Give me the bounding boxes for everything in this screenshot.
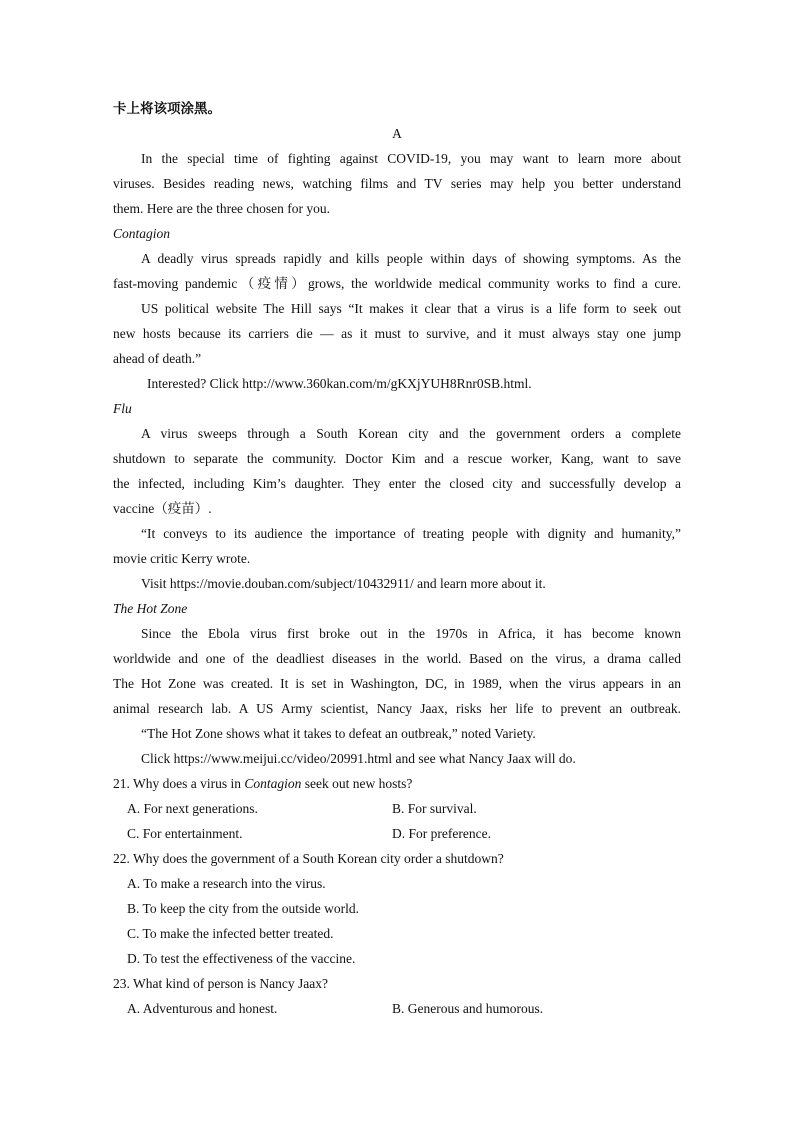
flu-title: Flu	[113, 401, 132, 416]
flu-line: “It conveys to its audience the importance of treating people with dignity and humanity,”	[141, 526, 681, 541]
section-label: A	[392, 126, 402, 141]
hotzone-line: worldwide and one of the deadliest diseases in the world. Based on the virus, a drama called	[113, 651, 681, 666]
contagion-line: ahead of death.”	[113, 351, 202, 366]
hotzone-quote: “The Hot Zone shows what it takes to defeat an outbreak,” noted Variety.	[141, 726, 536, 741]
q22-option-b: B. To keep the city from the outside world.	[127, 901, 360, 916]
q21-option-d: D. For preference.	[392, 826, 491, 841]
flu-line: the infected, including Kim’s daughter. They enter the closed city and successfully develop a	[113, 476, 681, 491]
q23-options-row	[113, 996, 681, 1021]
q21-options-row	[113, 796, 681, 821]
q22-option-a: A. To make a research into the virus.	[127, 876, 326, 891]
flu-line: vaccine（疫苗）.	[113, 501, 212, 516]
contagion-line: fast-moving pandemic（疫情）grows, the worldwide medical community works to find a cure.	[113, 276, 681, 291]
flu-link: Visit https://movie.douban.com/subject/10432911/ and learn more about it.	[141, 576, 546, 591]
question-23-stem: 23. What kind of person is Nancy Jaax?	[113, 976, 328, 991]
q22-option-c: C. To make the infected better treated.	[127, 926, 334, 941]
q21-stem-title: Contagion	[244, 776, 302, 791]
q23-option-a: A. Adventurous and honest.	[127, 1001, 278, 1016]
hotzone-line: Since the Ebola virus first broke out in the 1970s in Africa, it has become known	[141, 626, 681, 641]
question-22-stem: 22. Why does the government of a South Korean city order a shutdown?	[113, 851, 504, 866]
hotzone-link: Click https://www.meijui.cc/video/20991.html and see what Nancy Jaax will do.	[141, 751, 576, 766]
intro-line: viruses. Besides reading news, watching films and TV series may help you better understand	[113, 176, 681, 191]
q21-stem-post: seek out new hosts?	[301, 776, 413, 791]
hotzone-line: animal research lab. A US Army scientist, Nancy Jaax, risks her life to prevent an outbreak.	[113, 701, 681, 716]
contagion-line: US political website The Hill says “It makes it clear that a virus is a life form to seek out	[141, 301, 681, 316]
q22-option-d: D. To test the effectiveness of the vaccine.	[127, 951, 356, 966]
q23-option-b: B. Generous and humorous.	[392, 1001, 544, 1016]
q21-stem-pre: 21. Why does a virus in	[113, 776, 245, 791]
instruction-tail: 卡上将该项涂黑。	[113, 101, 221, 116]
contagion-title: Contagion	[113, 226, 171, 241]
q21-option-c: C. For entertainment.	[127, 826, 243, 841]
q21-option-b: B. For survival.	[392, 801, 477, 816]
flu-line: shutdown to separate the community. Doctor Kim and a rescue worker, Kang, want to save	[113, 451, 681, 466]
hotzone-title: The Hot Zone	[113, 601, 188, 616]
flu-line: movie critic Kerry wrote.	[113, 551, 251, 566]
q21-options-row	[113, 821, 681, 846]
contagion-link: Interested? Click http://www.360kan.com/m/gKXjYUH8Rnr0SB.html.	[147, 376, 532, 391]
contagion-line: new hosts because its carriers die — as it must to survive, and it must always stay one jump	[113, 326, 681, 341]
contagion-line: A deadly virus spreads rapidly and kills people within days of showing symptoms. As the	[141, 251, 681, 266]
intro-line: In the special time of fighting against COVID-19, you may want to learn more about	[141, 151, 681, 166]
q21-option-a: A. For next generations.	[127, 801, 258, 816]
reading-passage	[113, 96, 681, 1021]
flu-line: A virus sweeps through a South Korean city and the government orders a complete	[141, 426, 681, 441]
question-21-stem	[113, 771, 681, 796]
intro-line: them. Here are the three chosen for you.	[113, 201, 331, 216]
hotzone-line: The Hot Zone was created. It is set in Washington, DC, in 1989, when the virus appears in an	[113, 676, 681, 691]
